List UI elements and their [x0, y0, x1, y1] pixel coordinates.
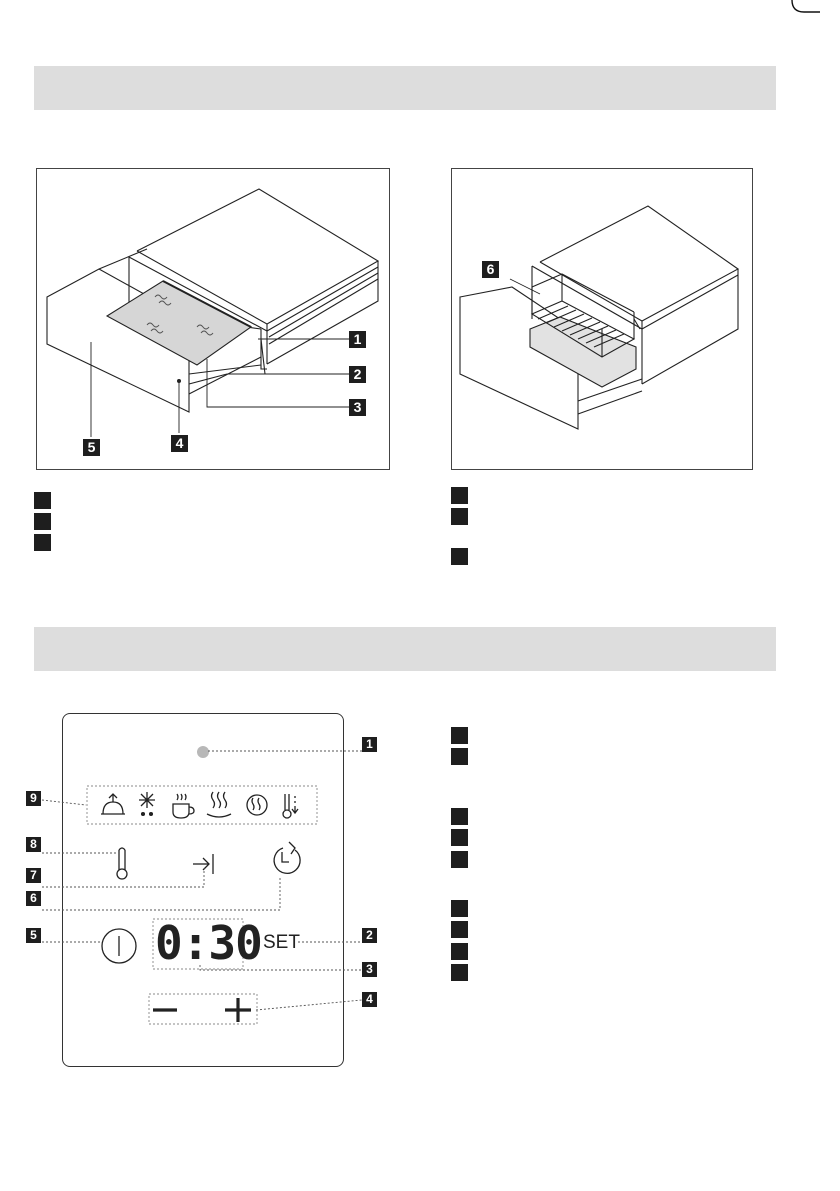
panel-legend-marker-3 [451, 808, 468, 825]
panel-callout-7: 7 [26, 868, 41, 883]
panel-legend-marker-1 [451, 727, 468, 744]
callout-1: 1 [349, 331, 366, 348]
panel-callout-9: 9 [26, 791, 41, 806]
callout-6: 6 [482, 261, 499, 278]
callout-3: 3 [349, 399, 366, 416]
panel-legend-marker-4 [451, 829, 468, 846]
panel-legend-marker-9 [451, 964, 468, 981]
panel-callout-8: 8 [26, 837, 41, 852]
time-display: 0:30 [155, 916, 262, 970]
panel-callout-6: 6 [26, 891, 41, 906]
callout-4: 4 [171, 435, 188, 452]
callout-2: 2 [349, 366, 366, 383]
panel-legend-marker-8 [451, 943, 468, 960]
panel-legend-marker-6 [451, 900, 468, 917]
panel-callout-2: 2 [362, 928, 377, 943]
panel-callout-4: 4 [362, 992, 377, 1007]
panel-legend-marker-2 [451, 748, 468, 765]
panel-callout-5: 5 [26, 928, 41, 943]
panel-legend-marker-5 [451, 851, 468, 868]
panel-legend-marker-7 [451, 921, 468, 938]
callout-5: 5 [83, 439, 100, 456]
panel-callout-1: 1 [362, 737, 377, 752]
panel-callout-3: 3 [362, 962, 377, 977]
set-button[interactable]: SET [263, 932, 300, 953]
